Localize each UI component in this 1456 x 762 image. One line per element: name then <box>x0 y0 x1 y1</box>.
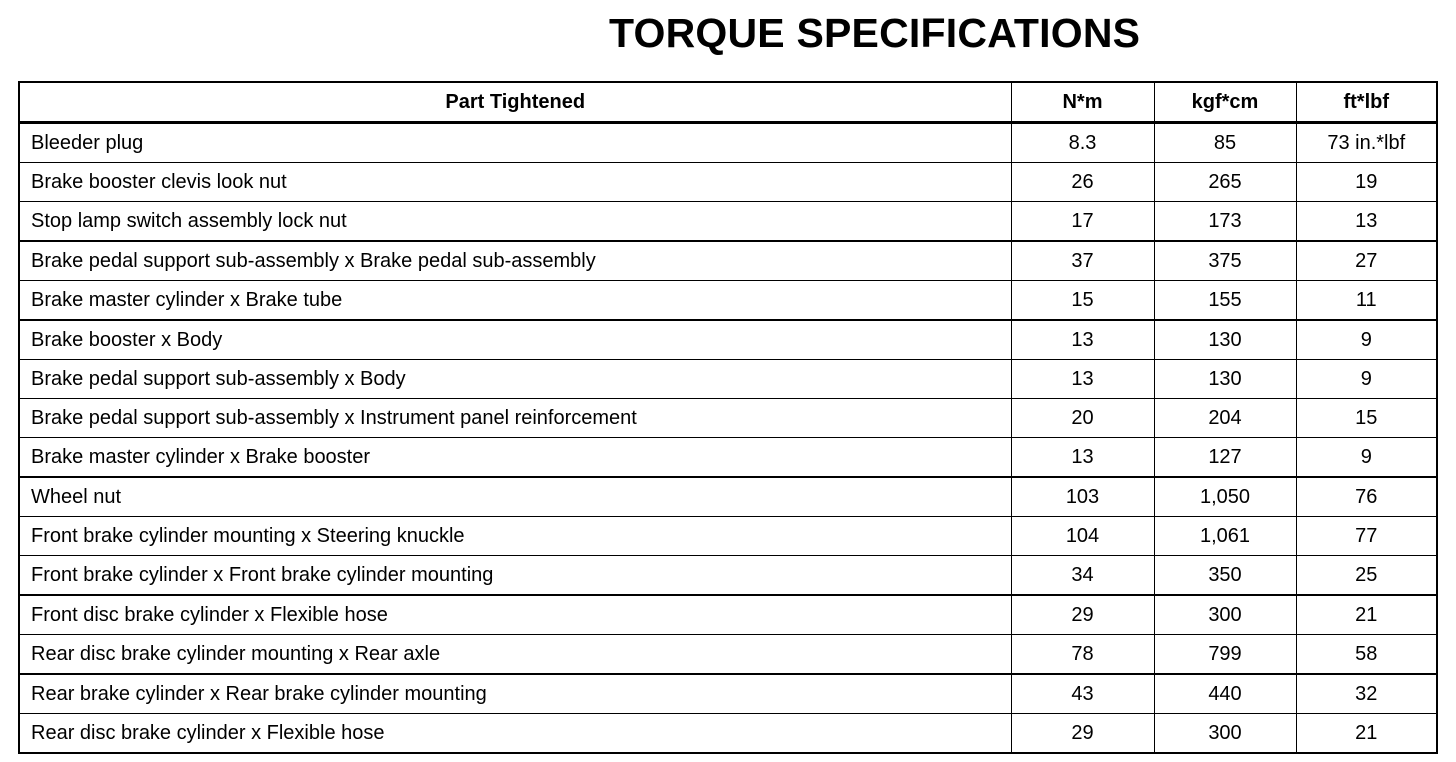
cell-ftlbf: 32 <box>1296 674 1437 714</box>
table-row <box>19 635 1437 675</box>
cell-nm: 43 <box>1011 674 1154 714</box>
cell-nm: 34 <box>1011 556 1154 596</box>
cell-part: Brake master cylinder x Brake booster <box>19 438 1011 478</box>
cell-part: Bleeder plug <box>19 123 1011 163</box>
cell-nm: 15 <box>1011 281 1154 321</box>
header-kgfcm: kgf*cm <box>1154 82 1296 123</box>
cell-kgfcm: 85 <box>1154 123 1296 163</box>
cell-kgfcm: 127 <box>1154 438 1296 478</box>
table-row <box>19 360 1437 399</box>
cell-ftlbf: 25 <box>1296 556 1437 596</box>
cell-ftlbf: 9 <box>1296 320 1437 360</box>
cell-kgfcm: 173 <box>1154 202 1296 242</box>
table-row <box>19 320 1437 360</box>
cell-ftlbf: 27 <box>1296 241 1437 281</box>
table-row <box>19 477 1437 517</box>
table-row <box>19 281 1437 321</box>
table-row <box>19 241 1437 281</box>
cell-ftlbf: 15 <box>1296 399 1437 438</box>
cell-kgfcm: 1,050 <box>1154 477 1296 517</box>
cell-kgfcm: 375 <box>1154 241 1296 281</box>
table-row <box>19 714 1437 754</box>
cell-kgfcm: 300 <box>1154 595 1296 635</box>
cell-nm: 13 <box>1011 360 1154 399</box>
cell-part: Wheel nut <box>19 477 1011 517</box>
table-row <box>19 123 1437 163</box>
cell-part: Brake pedal support sub-assembly x Body <box>19 360 1011 399</box>
cell-kgfcm: 130 <box>1154 320 1296 360</box>
cell-part: Front brake cylinder x Front brake cylinder mounting <box>19 556 1011 596</box>
cell-part: Front brake cylinder mounting x Steering knuckle <box>19 517 1011 556</box>
cell-kgfcm: 440 <box>1154 674 1296 714</box>
table-row <box>19 163 1437 202</box>
cell-nm: 104 <box>1011 517 1154 556</box>
cell-kgfcm: 155 <box>1154 281 1296 321</box>
cell-nm: 13 <box>1011 438 1154 478</box>
table-row <box>19 674 1437 714</box>
cell-nm: 29 <box>1011 595 1154 635</box>
cell-ftlbf: 19 <box>1296 163 1437 202</box>
cell-nm: 29 <box>1011 714 1154 754</box>
cell-ftlbf: 9 <box>1296 360 1437 399</box>
cell-ftlbf: 21 <box>1296 595 1437 635</box>
cell-nm: 26 <box>1011 163 1154 202</box>
table-row <box>19 202 1437 242</box>
table-row <box>19 438 1437 478</box>
cell-ftlbf: 58 <box>1296 635 1437 675</box>
cell-kgfcm: 300 <box>1154 714 1296 754</box>
cell-kgfcm: 204 <box>1154 399 1296 438</box>
table-row <box>19 556 1437 596</box>
cell-part: Brake booster clevis look nut <box>19 163 1011 202</box>
cell-part: Front disc brake cylinder x Flexible hose <box>19 595 1011 635</box>
cell-ftlbf: 21 <box>1296 714 1437 754</box>
cell-ftlbf: 77 <box>1296 517 1437 556</box>
cell-part: Brake booster x Body <box>19 320 1011 360</box>
cell-kgfcm: 799 <box>1154 635 1296 675</box>
torque-spec-table <box>18 81 1438 754</box>
cell-kgfcm: 130 <box>1154 360 1296 399</box>
cell-kgfcm: 350 <box>1154 556 1296 596</box>
header-part-tightened: Part Tightened <box>19 82 1011 123</box>
cell-part: Rear disc brake cylinder x Flexible hose <box>19 714 1011 754</box>
table-row <box>19 399 1437 438</box>
cell-part: Stop lamp switch assembly lock nut <box>19 202 1011 242</box>
cell-part: Brake master cylinder x Brake tube <box>19 281 1011 321</box>
page-title: TORQUE SPECIFICATIONS <box>609 10 1141 56</box>
table-row <box>19 595 1437 635</box>
cell-ftlbf: 76 <box>1296 477 1437 517</box>
cell-part: Rear brake cylinder x Rear brake cylinder mounting <box>19 674 1011 714</box>
header-nm: N*m <box>1011 82 1154 123</box>
cell-ftlbf: 9 <box>1296 438 1437 478</box>
cell-ftlbf: 13 <box>1296 202 1437 242</box>
cell-nm: 17 <box>1011 202 1154 242</box>
cell-part: Brake pedal support sub-assembly x Brake pedal sub-assembly <box>19 241 1011 281</box>
cell-ftlbf: 73 in.*lbf <box>1296 123 1437 163</box>
table-row <box>19 517 1437 556</box>
cell-part: Rear disc brake cylinder mounting x Rear axle <box>19 635 1011 675</box>
cell-nm: 78 <box>1011 635 1154 675</box>
cell-nm: 37 <box>1011 241 1154 281</box>
header-row <box>19 82 1437 123</box>
cell-kgfcm: 1,061 <box>1154 517 1296 556</box>
cell-ftlbf: 11 <box>1296 281 1437 321</box>
cell-nm: 103 <box>1011 477 1154 517</box>
cell-part: Brake pedal support sub-assembly x Instrument panel reinforcement <box>19 399 1011 438</box>
cell-nm: 8.3 <box>1011 123 1154 163</box>
cell-nm: 13 <box>1011 320 1154 360</box>
cell-nm: 20 <box>1011 399 1154 438</box>
cell-kgfcm: 265 <box>1154 163 1296 202</box>
header-ftlbf: ft*lbf <box>1296 82 1437 123</box>
